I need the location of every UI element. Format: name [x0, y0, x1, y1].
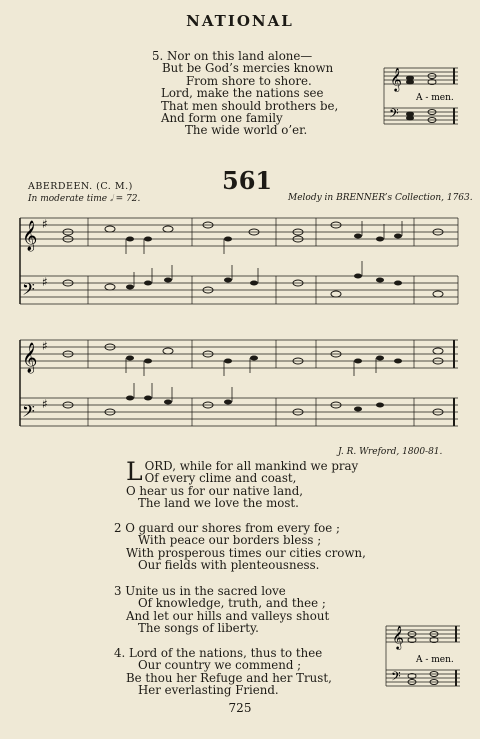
verse-line: Our fields with plenteousness. [138, 558, 320, 573]
verse-line: From shore to shore. [186, 73, 312, 88]
verse-line: And let our hills and valleys shout [126, 608, 330, 623]
verse-2 [114, 522, 366, 572]
verse-line: Of every clime and coast, [144, 471, 297, 486]
verse-3 [114, 585, 329, 635]
melody-source: Melody in BRENNER’s Collection, 1763. [288, 193, 473, 203]
verse-line: Our country we commend ; [138, 658, 302, 673]
svg-text:𝄢: 𝄢 [22, 401, 35, 425]
verse-line: 4. Lord of the nations, thus to thee [114, 646, 323, 660]
page-number: 725 [228, 701, 252, 715]
svg-text:♯: ♯ [42, 275, 48, 289]
verse-line: 2 O guard our shores from every foe ; [114, 521, 340, 535]
tempo-marking: In moderate time 𝅗𝅥 = 72. [28, 194, 141, 204]
verse-5 [152, 50, 338, 137]
svg-text:𝄞: 𝄞 [22, 221, 38, 251]
tune-name: ABERDEEN. (C. M.) [28, 181, 133, 192]
drop-cap: L [126, 457, 143, 486]
verse-line: ORD, while for all mankind we pray [144, 459, 359, 473]
composer-credit: J. R. Wreford, 1800-81. [338, 447, 443, 457]
verse-line: Her everlasting Friend. [138, 683, 279, 698]
svg-text:𝄞: 𝄞 [390, 67, 402, 91]
svg-text:𝄞: 𝄞 [22, 343, 38, 373]
verse-line: But be God’s mercies known [162, 61, 334, 76]
svg-text:♯: ♯ [42, 217, 48, 231]
svg-text:𝄢: 𝄢 [391, 669, 401, 687]
verse-line: The land we love the most. [138, 496, 299, 511]
verse-line: That men should brothers be, [161, 98, 339, 113]
verse-line: Lord, make the nations see [161, 86, 324, 101]
amen-label: A - men. [416, 655, 454, 665]
verse-line: With peace our borders bless ; [138, 533, 322, 548]
svg-text:𝄢: 𝄢 [389, 106, 399, 124]
verse-line: The wide world o’er. [185, 123, 308, 138]
verse-line: Be thou her Refuge and her Trust, [126, 670, 332, 685]
verse-line: And form one family [161, 111, 283, 126]
svg-text:♯: ♯ [42, 397, 48, 411]
verse-line: 5. Nor on this land alone— [152, 49, 313, 63]
amen-label: A - men. [416, 93, 454, 103]
verse-4 [114, 647, 332, 697]
verse-1 [126, 457, 426, 511]
verse-line: Of knowledge, truth, and thee ; [138, 596, 326, 611]
svg-text:𝄢: 𝄢 [22, 279, 35, 303]
hymn-number: 561 [222, 166, 273, 195]
page-header-title: NATIONAL [186, 12, 294, 30]
verse-line: The songs of liberty. [138, 621, 259, 636]
amen-music-top [380, 60, 460, 135]
music-system-1 [18, 208, 462, 312]
svg-text:𝄞: 𝄞 [392, 625, 404, 649]
verse-line: O hear us for our native land, [126, 483, 304, 498]
verse-line: 3 Unite us in the sacred love [114, 584, 286, 598]
svg-text:♯: ♯ [42, 339, 48, 353]
verse-line: With prosperous times our cities crown, [126, 545, 366, 560]
amen-music-bottom [382, 618, 462, 696]
music-system-2 [18, 330, 462, 434]
